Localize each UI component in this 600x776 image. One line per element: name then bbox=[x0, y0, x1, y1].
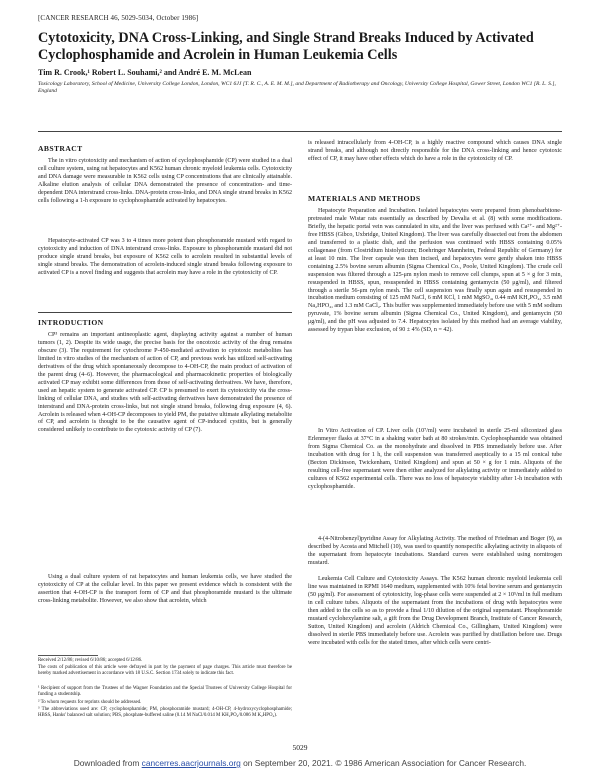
methods-paragraph: 4-(4-Nitrobenzyl)pyridine Assay for Alkylating Activity. The method of Friedman and Boger (9), as described by Acosta and Mitchell (10), was used to quantify nonspecific alkylating activity in aliquots of the supernatant from hepatocyte incubations. Standard curves were established using nornitrogen mustard. bbox=[308, 536, 562, 566]
introduction-heading: INTRODUCTION bbox=[38, 318, 104, 327]
journal-site-link[interactable]: cancerres.aacrjournals.org bbox=[141, 758, 241, 768]
download-suffix: on September 20, 2021. © 1986 American Association for Cancer Research. bbox=[240, 758, 527, 768]
footnote-support: ¹ Recipient of support from the Trustees of the Wagner Foundation and the Special Trustees of University College Hospital for funding a studentship. bbox=[38, 686, 292, 698]
footnote-reprints: ² To whom requests for reprints should be addressed. bbox=[38, 700, 142, 705]
download-prefix: Downloaded from bbox=[73, 758, 142, 768]
abstract-paragraph: The in vitro cytotoxicity and mechanism of action of cyclophosphamide (CP) were studied in a dual cell culture system, using rat hepatocytes and K562 human chronic myeloid leukemia cells. Cytotoxicity and DNA damage were measurable in K562 cells using CP concentrations that are clinically attainable. Alkaline elution analysis of cellular DNA demonstrated the presence of concentration- and time-dependent DNA interstrand cross-links. DNA-protein cross-links, and DNA single strand breaks in K562 cells following a 1-h exposure to cyclophosphamide activated by hepatocytes. bbox=[38, 158, 292, 204]
footnote-received: Received 2/12/86; revised 6/10/86; accepted 6/12/86. bbox=[38, 658, 143, 663]
introduction-paragraph: CP³ remains an important antineoplastic agent, displaying activity against a number of human tumors (1, 2). Despite its wide usage, the precise basis for the oncotoxic activity of the drug remains obscure (3). The requirement for cytochrome P-450-mediated activation to cytotoxic metabolites has limited in vitro studies of the mechanism of action of CP, and previous work has utilized self-activating derivatives of the drug which spontaneously decompose to 4-OH-CP, the main product of activation of the parent drug (4–6). However, the pharmacological and pharmacokinetic properties of biologically activated CP may exhibit some differences from those of self-activating derivatives. We have, therefore, used an hepatic system to generate activated CP. CP is presumed to exert its cytotoxicity via the cross-linking of cellular DNA, and studies with self-activating derivatives have demonstrated the presence of interstrand and DNA-protein cross-links, but not single strand breaks, following drug exposure (4, 6). Acrolein is released when 4-OH-CP decomposes to yield PM, the putative ultimate alkylating metabolite of CP, and acrolein is thought to be the causative agent of CP-induced cystitis, but is generally considered unlikely to contribute to the cytotoxic activity of CP (7). bbox=[38, 332, 292, 434]
methods-paragraph: Hepatocyte Preparation and Incubation. Isolated hepatocytes were prepared from phenobarbitone-pretreated male Wistar rats essentially as described by Devalia et al. (8) with some modifications. Briefly, the hepatic portal vein was cannulated in situ, and the liver was perfused with Ca²⁺- and Mg²⁺-free HBSS (Gibco, Uxbridge, United Kingdom). The liver was carefully dissected out from the abdomen and transferred to a plastic dish, and the perfusion was continued with HBSS containing 0.05% collagenase (from Clostridium histolyticum; Boehringer Mannheim, Federal Republic of Germany) for at least 10 min. The liver capsule was then incised, and hepatocytes were gently shaken into HBSS containing 2.5% bovine serum albumin (Sigma Chemical Co., Poole, United Kingdom). The crude cell suspension was filtered through a 125-μm nylon mesh to remove cell clumps, spun at 5 × g for 3 min, resuspended in HBSS, spun, resuspended in HBSS containing gentamycin (50 μg/ml), and filtered through a sterile 56-μm nylon mesh. The cell suspension was finally spun again and resuspended in incubation medium consisting of 125 mM NaCl, 6 mM KCl, 1 mM MgSO₄, 0.44 mM KH₂PO₄, 3.5 mM Na₂HPO₄, and 1.3 mM CaCl₂. This buffer was supplemented immediately before use with 5 mM sodium pyruvate, 1% bovine serum albumin (Sigma Chemical Co., United Kingdom), and gentamycin (50 μg/ml), and the pH was adjusted to 7.4. Hepatocytes isolated by this method had an average viability, assessed by trypan blue exclusion, of 90 ± 4% (SD, n = 42). bbox=[308, 208, 562, 334]
abstract-divider bbox=[38, 312, 292, 313]
introduction-paragraph: Using a dual culture system of rat hepatocytes and human leukemia cells, we have studied the cytotoxicity of CP at the cellular level. In this paper we present evidence which is consistent with the assertion that 4-OH-CP is the transport form of CP and that phosphoramide mustard is the ultimate cross-linking metabolite. However, we also show that acrolein, which bbox=[38, 574, 292, 604]
header-divider bbox=[38, 131, 562, 132]
methods-paragraph: Leukemia Cell Culture and Cytotoxicity Assays. The K562 human chronic myeloid leukemia cell line was maintained in RPMI 1640 medium, supplemented with 10% fetal bovine serum and gentamycin (50 μg/ml). For assessment of cytotoxicity, log-phase cells were suspended at 2 × 10⁵/ml in full medium in cell culture tubes. Aliquots of the supernatant from the incubations of drug with hepatocytes were then added to the cells so as to provide a final 1/10 dilution of the original supernatant. Phosphoramide mustard cyclohexylamine salt, a gift from the Drug Development Branch, Institute of Cancer Research, Sutton, United Kingdom) and acrolein (Aldrich Chemical Co., Gillingham, United Kingdom) were dissolved in sterile PBS immediately before use. Acrolein was purified by distillation before use. Drugs were incubated with cells for the stated times, after which cells were centri- bbox=[308, 576, 562, 646]
author-affiliation: Toxicology Laboratory, School of Medicine, University College London, London, WC1 6JJ [T. R. C., A. E. M. M.], and Department of Radiotherapy and Oncology, University College Hospital, Gower Street, London WC1 [R. L. S.], England bbox=[38, 81, 556, 95]
footnote-divider bbox=[38, 655, 98, 656]
article-title: Cytotoxicity, DNA Cross-Linking, and Single Strand Breaks Induced by Activated Cyclophosphamide and Acrolein in Human Leukemia Cells bbox=[38, 30, 534, 63]
methods-heading: MATERIALS AND METHODS bbox=[308, 194, 421, 203]
continuation-paragraph: is released intracellularly from 4-OH-CP, is a highly reactive compound which causes DNA single strand breaks, and although not directly responsible for the DNA cross-linking and hence cytotoxic effect of CP, it may have other effects which do have a role in the cytotoxicity of CP. bbox=[308, 140, 562, 162]
download-notice bbox=[0, 759, 600, 768]
page-number: 5029 bbox=[292, 743, 308, 752]
methods-paragraph: In Vitro Activation of CP. Liver cells (10⁷/ml) were incubated in sterile 25-ml siliconized glass Erlenmeyer flasks at 37°C in a shaking water bath at 80 strokes/min. Cyclophosphamide was obtained from Sigma Chemical Co. as the monohydrate and dissolved in PBS immediately before use. After incubation with drug for 1 h, the cell suspension was transferred aseptically to a 15 ml conical tube (Becton Dickinson, Twickenham, United Kingdom) and spun at 50 × g for 1 min. Aliquots of the resulting cell-free supernatant were then either analyzed for alkylating activity or immediately added to cultures of K562 experimental cells. There was no loss of hepatocyte viability after 1-h incubation with cyclophosphamide. bbox=[308, 428, 562, 490]
footnote-costs: The costs of publication of this article were defrayed in part by the payment of page charges. This article must therefore be hereby marked advertisement in accordance with 18 U.S.C. Section 1734 solely to indicate this fact. bbox=[38, 665, 292, 677]
author-list: Tim R. Crook,¹ Robert L. Souhami,² and André E. M. McLean bbox=[38, 68, 252, 77]
journal-reference: [CANCER RESEARCH 46, 5029-5034, October 1986] bbox=[38, 14, 199, 22]
abstract-heading: ABSTRACT bbox=[38, 144, 83, 153]
footnote-abbreviations: ³ The abbreviations used are: CP, cyclophosphamide; PM, phosphoramide mustard; 4-OH-CP, 4-hydroxycyclophosphamide; HBSS, Hanks' balanced salt solution; PBS, phosphate-buffered saline (0.14 M NaCl/0.014 M KH₂PO₄/0.086 M K₂HPO₄). bbox=[38, 707, 292, 719]
abstract-paragraph: Hepatocyte-activated CP was 3 to 4 times more potent than phosphoramide mustard with regard to cytotoxicity and induction of DNA interstrand cross-links. Exposure to phosphoramide mustard did not produce single strand breaks, but exposure of K562 cells to acrolein resulted in substantial levels of single strand breaks. The demonstration of acrolein-induced single strand breaks following exposure to activated CP is a novel finding and suggests that acrolein may have a role in the cytotoxicity of CP. bbox=[38, 238, 292, 276]
